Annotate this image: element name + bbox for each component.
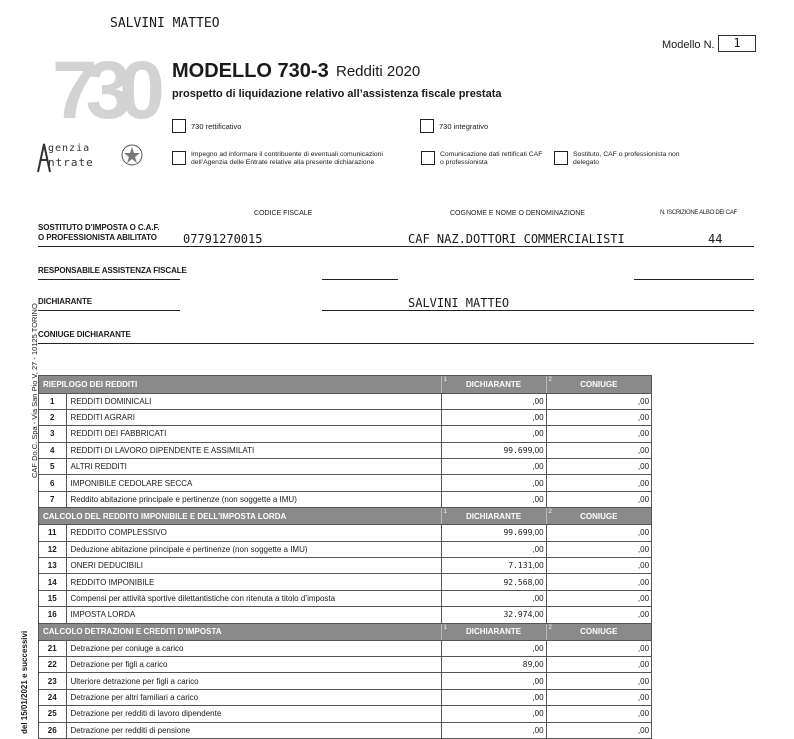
row-number: 4 [39, 442, 66, 458]
row-number: 5 [39, 459, 66, 475]
coniuge-amount[interactable]: ,00 [546, 706, 651, 722]
row-number: 7 [39, 491, 66, 507]
table-row [39, 393, 651, 409]
row-number: 23 [39, 673, 66, 689]
main-table [38, 375, 652, 739]
row-label: REDDITI AGRARI [66, 409, 441, 425]
row-number: 16 [39, 607, 66, 623]
table-row [39, 459, 651, 475]
row-label: ONERI DEDUCIBILI [66, 558, 441, 574]
row-label: REDDITI DEI FABBRICATI [66, 426, 441, 442]
table-row [39, 442, 651, 458]
calcolo-col2-index: 2 [548, 509, 552, 516]
coniuge-amount[interactable]: ,00 [546, 689, 651, 705]
dichiarante-amount[interactable] [441, 706, 546, 722]
table-row [39, 409, 651, 425]
dichiarante-amount-integer: 92.568 [503, 577, 533, 587]
row-label: IMPOSTA LORDA [66, 607, 441, 623]
agenzia-entrate-logo [36, 140, 146, 176]
calcolo-col1-header [441, 508, 546, 525]
agency-line1: genzia [48, 143, 91, 154]
dichiarante-amount[interactable] [441, 558, 546, 574]
comunicazione-label: Comunicazione dati rettificati CAF o professionista [440, 151, 543, 166]
table-row [39, 475, 651, 491]
rettificativo-label: 730 rettificativo [191, 122, 242, 131]
row-number: 13 [39, 558, 66, 574]
dichiarante-amount[interactable] [441, 574, 546, 590]
sostituto-underline [38, 246, 754, 247]
dichiarante-value[interactable]: SALVINI MATTEO [408, 296, 510, 310]
side-caf-text: CAF Do.C. Spa - Via San Pio V, 27 - 10125 TORINO [30, 303, 39, 478]
side-date-text: del 15/01/2021 e successivi [20, 630, 29, 734]
dichiarante-amount[interactable] [441, 640, 546, 656]
row-number: 24 [39, 689, 66, 705]
agency-line2: ntrate [48, 156, 94, 169]
row-number: 12 [39, 541, 66, 557]
row-label: Reddito abitazione principale e pertinenze (non soggette a IMU) [66, 491, 441, 507]
detrazioni-title: CALCOLO DETRAZIONI E CREDITI D’IMPOSTA [39, 623, 441, 640]
coniuge-amount[interactable]: ,00 [546, 607, 651, 623]
dichiarante-amount-cents: ,00 [532, 610, 544, 620]
dichiarante-underline-1 [38, 310, 180, 311]
coniuge-label: CONIUGE DICHIARANTE [38, 330, 131, 339]
dichiarante-amount[interactable] [441, 426, 546, 442]
dichiarante-amount[interactable] [441, 541, 546, 557]
integrativo-checkbox[interactable] [420, 119, 434, 133]
table-row [39, 706, 651, 722]
dichiarante-amount-cents: ,00 [532, 445, 544, 455]
table-row [39, 640, 651, 656]
calcolo-header [39, 508, 651, 525]
taxpayer-name-top: SALVINI MATTEO [110, 16, 220, 31]
table-row [39, 426, 651, 442]
row-label: REDDITO COMPLESSIVO [66, 525, 441, 541]
table-row [39, 722, 651, 738]
calcolo-col2-label: CONIUGE [580, 511, 618, 521]
table-row [39, 491, 651, 507]
coniuge-amount[interactable]: ,00 [546, 525, 651, 541]
dichiarante-amount[interactable] [441, 525, 546, 541]
calcolo-col2-header [546, 508, 651, 525]
form-subtitle: prospetto di liquidazione relativo all’assistenza fiscale prestata [172, 88, 502, 100]
denominazione-value[interactable]: CAF NAZ.DOTTORI COMMERCIALISTI [408, 232, 625, 246]
detrazioni-header [39, 623, 651, 640]
dichiarante-amount[interactable] [441, 607, 546, 623]
table-row [39, 558, 651, 574]
dichiarante-amount[interactable] [441, 409, 546, 425]
detrazioni-col1-index: 1 [443, 624, 447, 631]
responsabile-underline-2 [322, 279, 398, 280]
table-row [39, 656, 651, 672]
riepilogo-col2-header [546, 376, 651, 393]
col-codice-fiscale: CODICE FISCALE [254, 210, 313, 217]
dichiarante-amount-cents: ,00 [532, 396, 544, 406]
row-number: 14 [39, 574, 66, 590]
col-iscrizione: N. ISCRIZIONE ALBO DEI CAF [660, 210, 737, 216]
dichiarante-amount-cents: ,00 [532, 660, 544, 670]
row-number: 2 [39, 409, 66, 425]
row-label: Ulteriore detrazione per figli a carico [66, 673, 441, 689]
coniuge-amount[interactable]: ,00 [546, 475, 651, 491]
col-denominazione: COGNOME E NOME O DENOMINAZIONE [450, 210, 585, 217]
logo-730: 730 [52, 45, 153, 136]
dichiarante-amount[interactable] [441, 459, 546, 475]
table-row [39, 525, 651, 541]
dichiarante-amount[interactable] [441, 491, 546, 507]
riepilogo-col1-label: DICHIARANTE [465, 379, 522, 389]
sostituto-label-1: SOSTITUTO D’IMPOSTA O C.A.F. [38, 223, 160, 232]
riepilogo-col1-header [441, 376, 546, 393]
coniuge-amount[interactable]: ,00 [546, 393, 651, 409]
dichiarante-amount-cents: ,00 [532, 643, 544, 653]
calcolo-col1-index: 1 [443, 509, 447, 516]
table-row [39, 574, 651, 590]
sostituto-checkbox[interactable] [554, 151, 568, 165]
dichiarante-amount-cents: ,00 [532, 462, 544, 472]
dichiarante-amount-integer: 99.699 [503, 445, 533, 455]
dichiarante-amount[interactable] [441, 689, 546, 705]
coniuge-amount[interactable]: ,00 [546, 442, 651, 458]
dichiarante-amount-cents: ,00 [532, 676, 544, 686]
row-label: REDDITO IMPONIBILE [66, 574, 441, 590]
table-row [39, 607, 651, 623]
agency-a-icon [36, 142, 52, 174]
comunicazione-checkbox[interactable] [421, 151, 435, 165]
dichiarante-amount[interactable] [441, 475, 546, 491]
dichiarante-amount-cents: ,00 [532, 577, 544, 587]
dichiarante-amount[interactable] [441, 393, 546, 409]
dichiarante-amount-cents: ,00 [532, 692, 544, 702]
modello-label: Modello N. [662, 39, 715, 51]
dichiarante-amount-cents: ,00 [532, 709, 544, 719]
table-row [39, 541, 651, 557]
impegno-label: Impegno ad informare il contribuente di eventuali comunicazioni dell’Agenzia delle Entrate relative alla presente dichiarazione [191, 151, 383, 166]
coniuge-amount[interactable]: ,00 [546, 558, 651, 574]
table-row [39, 689, 651, 705]
row-label: REDDITI DI LAVORO DIPENDENTE E ASSIMILATI [66, 442, 441, 458]
riepilogo-header [39, 376, 651, 393]
coniuge-amount[interactable]: ,00 [546, 541, 651, 557]
dichiarante-amount[interactable] [441, 590, 546, 606]
dichiarante-label: DICHIARANTE [38, 297, 93, 306]
calcolo-title: CALCOLO DEL REDDITO IMPONIBILE E DELL’IMPOSTA LORDA [39, 508, 441, 525]
form-title: MODELLO 730-3 [172, 60, 329, 82]
coniuge-amount[interactable]: ,00 [546, 656, 651, 672]
dichiarante-amount[interactable] [441, 656, 546, 672]
detrazioni-col2-header [546, 623, 651, 640]
emblem-icon [120, 142, 144, 170]
riepilogo-col2-index: 2 [548, 377, 552, 383]
row-number: 26 [39, 722, 66, 738]
coniuge-amount[interactable]: ,00 [546, 491, 651, 507]
dichiarante-amount-cents: ,00 [532, 725, 544, 735]
calcolo-col1-label: DICHIARANTE [465, 511, 522, 521]
detrazioni-col2-label: CONIUGE [580, 627, 618, 637]
coniuge-amount[interactable]: ,00 [546, 409, 651, 425]
row-label: Detrazione per figli a carico [66, 656, 441, 672]
row-number: 1 [39, 393, 66, 409]
row-number: 22 [39, 656, 66, 672]
dichiarante-amount-cents: ,00 [532, 561, 544, 571]
row-label: Detrazione per redditi di pensione [66, 722, 441, 738]
detrazioni-col1-header [441, 623, 546, 640]
codice-fiscale-value[interactable]: 07791270015 [183, 232, 263, 246]
row-number: 15 [39, 590, 66, 606]
dichiarante-amount-cents: ,00 [532, 478, 544, 488]
row-number: 21 [39, 640, 66, 656]
responsabile-underline-1 [38, 279, 180, 280]
coniuge-amount[interactable]: ,00 [546, 459, 651, 475]
impegno-checkbox[interactable] [172, 151, 186, 165]
riepilogo-col1-index: 1 [443, 377, 447, 383]
table-row [39, 590, 651, 606]
row-label: Deduzione abitazione principale e pertinenze (non soggette a IMU) [66, 541, 441, 557]
row-label: Compensi per attività sportive dilettantistiche con ritenuta a titolo d’imposta [66, 590, 441, 606]
coniuge-underline [38, 343, 754, 344]
coniuge-amount[interactable]: ,00 [546, 640, 651, 656]
dichiarante-amount-cents: ,00 [532, 544, 544, 554]
row-label: Detrazione per altri familiari a carico [66, 689, 441, 705]
coniuge-amount[interactable]: ,00 [546, 722, 651, 738]
sostituto-label-2: O PROFESSIONISTA ABILITATO [38, 233, 157, 242]
row-label: IMPONIBILE CEDOLARE SECCA [66, 475, 441, 491]
dichiarante-amount[interactable] [441, 722, 546, 738]
detrazioni-col2-index: 2 [548, 624, 552, 631]
riepilogo-col2-label: CONIUGE [580, 379, 618, 389]
dichiarante-amount-cents: ,00 [532, 495, 544, 505]
iscrizione-value[interactable]: 44 [708, 232, 723, 246]
coniuge-amount[interactable]: ,00 [546, 426, 651, 442]
coniuge-amount[interactable]: ,00 [546, 673, 651, 689]
dichiarante-amount-cents: ,00 [532, 528, 544, 538]
rettificativo-checkbox[interactable] [172, 119, 186, 133]
responsabile-underline-3 [634, 279, 754, 280]
integrativo-label: 730 integrativo [439, 122, 489, 131]
dichiarante-amount-cents: ,00 [532, 593, 544, 603]
row-label: ALTRI REDDITI [66, 459, 441, 475]
dichiarante-amount-integer: 7.131 [508, 561, 533, 571]
riepilogo-title: RIEPILOGO DEI REDDITI [39, 376, 441, 393]
sostituto-label: Sostituto, CAF o professionista non delegato [573, 151, 680, 166]
dichiarante-underline-2 [322, 310, 754, 311]
row-number: 6 [39, 475, 66, 491]
responsabile-label: RESPONSABILE ASSISTENZA FISCALE [38, 266, 187, 275]
row-label: Detrazione per coniuge a carico [66, 640, 441, 656]
dichiarante-amount[interactable] [441, 442, 546, 458]
dichiarante-amount[interactable] [441, 673, 546, 689]
row-label: Detrazione per redditi di lavoro dipendente [66, 706, 441, 722]
dichiarante-amount-integer: 99.699 [503, 528, 533, 538]
dichiarante-amount-integer: 89 [522, 660, 533, 670]
row-number: 3 [39, 426, 66, 442]
detrazioni-col1-label: DICHIARANTE [465, 627, 522, 637]
modello-number-field[interactable]: 1 [718, 35, 756, 52]
income-table [39, 376, 651, 739]
coniuge-amount[interactable]: ,00 [546, 574, 651, 590]
coniuge-amount[interactable]: ,00 [546, 590, 651, 606]
form-year: Redditi 2020 [336, 63, 421, 80]
dichiarante-amount-integer: 32.974 [503, 610, 533, 620]
dichiarante-amount-cents: ,00 [532, 429, 544, 439]
row-label: REDDITI DOMINICALI [66, 393, 441, 409]
table-row [39, 673, 651, 689]
dichiarante-amount-cents: ,00 [532, 413, 544, 423]
row-number: 25 [39, 706, 66, 722]
row-number: 11 [39, 525, 66, 541]
